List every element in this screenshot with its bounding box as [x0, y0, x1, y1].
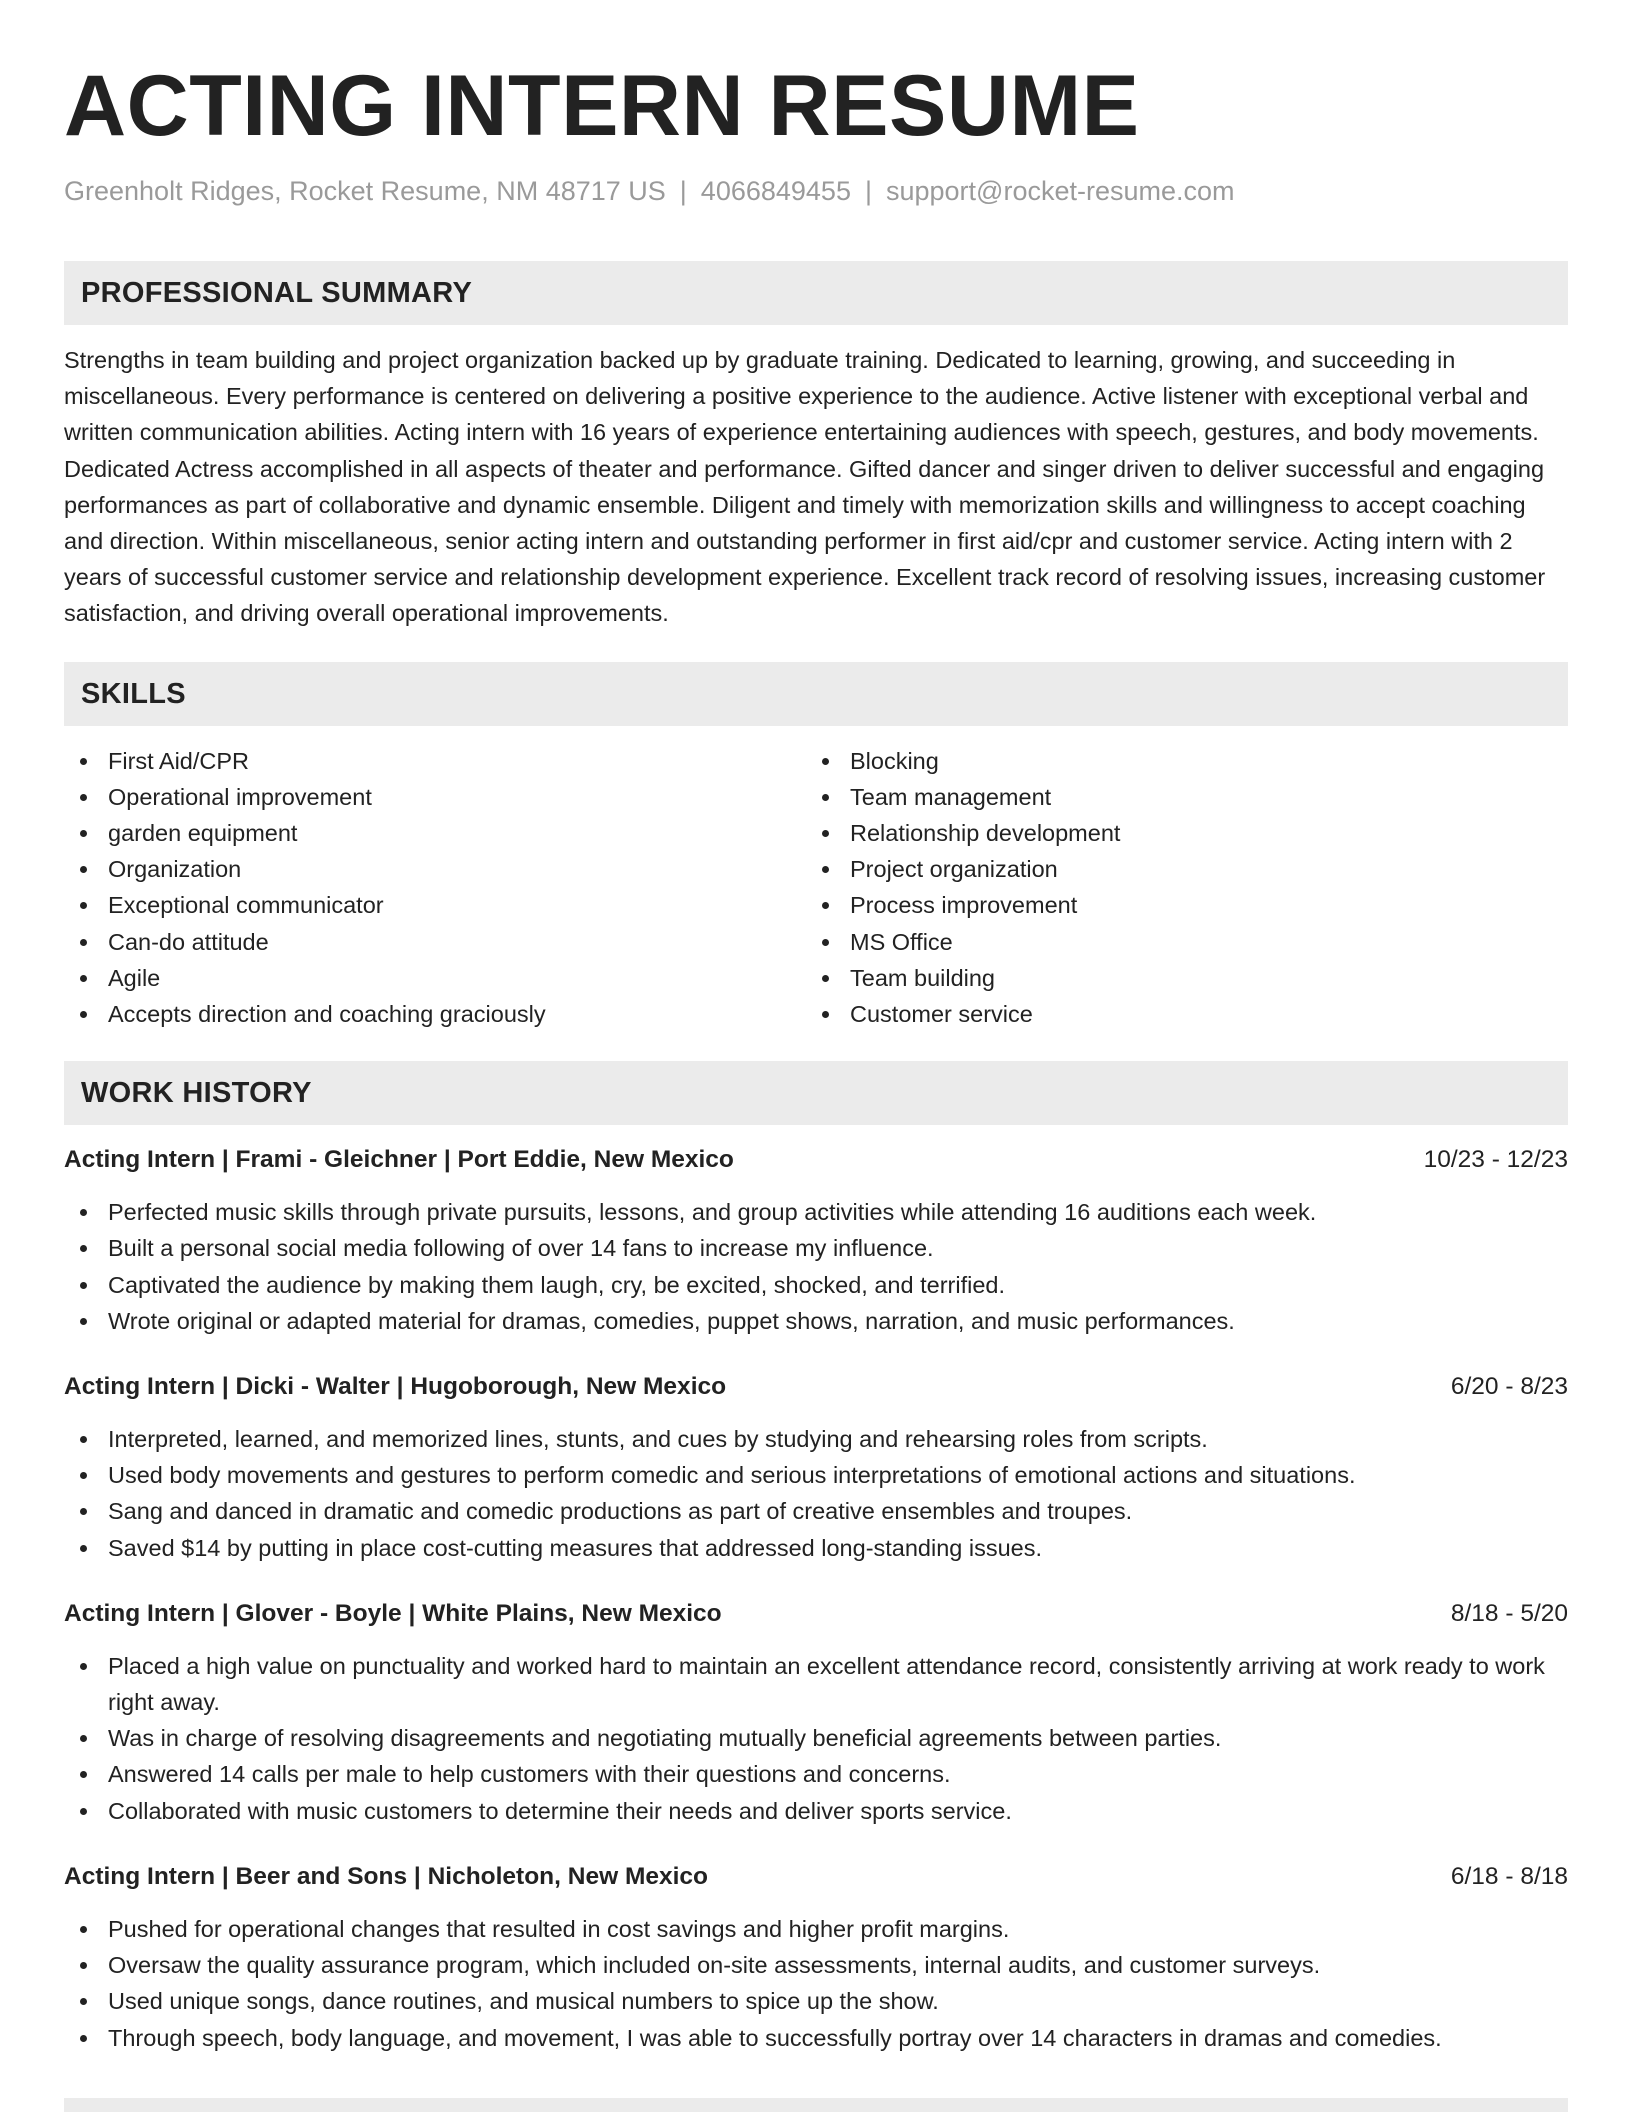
skill-item: Process improvement: [806, 887, 1548, 923]
job-bullets: [64, 1911, 1568, 2056]
job-dates: 10/23 - 12/23: [1423, 1146, 1568, 1174]
skill-item: Can-do attitude: [64, 924, 806, 960]
job-title: Acting Intern | Glover - Boyle | White Plains, New Mexico: [64, 1599, 722, 1627]
skill-item: garden equipment: [64, 815, 806, 851]
job-title: Acting Intern | Dicki - Walter | Hugoborough, New Mexico: [64, 1373, 727, 1401]
job-entry: [64, 1142, 1568, 1339]
job-entry: [64, 1859, 1568, 2056]
skill-item: Organization: [64, 851, 806, 887]
job-bullet: Answered 14 calls per male to help customers with their questions and concerns.: [64, 1756, 1568, 1792]
job-entry: [64, 1596, 1568, 1829]
contact-separator: |: [864, 176, 872, 206]
job-dates: 6/18 - 8/18: [1450, 1862, 1568, 1890]
skills-heading: SKILLS: [64, 662, 1568, 726]
job-bullet: Used body movements and gestures to perform comedic and serious interpretations of emotional actions and situations.: [64, 1457, 1568, 1493]
job-bullet: Saved $14 by putting in place cost-cutting measures that addressed long-standing issues.: [64, 1530, 1568, 1566]
skill-item: Blocking: [806, 743, 1548, 779]
job-header: [64, 1369, 1568, 1405]
job-bullet: Captivated the audience by making them laugh, cry, be excited, shocked, and terrified.: [64, 1267, 1568, 1303]
skills-grid: [64, 743, 1568, 1033]
job-bullet: Built a personal social media following of over 14 fans to increase my influence.: [64, 1230, 1568, 1266]
skill-item: First Aid/CPR: [64, 743, 806, 779]
job-bullet: Through speech, body language, and movement, I was able to successfully portray over 14 characters in dramas and comedies.: [64, 2020, 1568, 2056]
skill-item: Team building: [806, 960, 1548, 996]
contact-phone: 4066849455: [700, 176, 851, 206]
job-header: [64, 1859, 1568, 1895]
skill-item: Team management: [806, 779, 1548, 815]
job-header: [64, 1142, 1568, 1178]
job-dates: 8/18 - 5/20: [1450, 1599, 1568, 1627]
contact-separator: |: [679, 176, 687, 206]
job-header: [64, 1596, 1568, 1632]
job-bullet: Pushed for operational changes that resulted in cost savings and higher profit margins.: [64, 1911, 1568, 1947]
skill-item: Project organization: [806, 851, 1548, 887]
next-section-heading-bar: [64, 2098, 1568, 2112]
skills-column-right: [806, 743, 1548, 1033]
job-bullets: [64, 1194, 1568, 1339]
skill-item: MS Office: [806, 924, 1548, 960]
job-title: Acting Intern | Frami - Gleichner | Port Eddie, New Mexico: [64, 1146, 734, 1174]
job-bullet: Placed a high value on punctuality and worked hard to maintain an excellent attendance record, consistently arriving at work ready to work right away.: [64, 1648, 1568, 1720]
skill-item: Accepts direction and coaching graciously: [64, 996, 806, 1032]
resume-title: ACTING INTERN RESUME: [64, 58, 1140, 154]
job-entry: [64, 1369, 1568, 1566]
job-bullet: Used unique songs, dance routines, and musical numbers to spice up the show.: [64, 1983, 1568, 2019]
contact-email[interactable]: support@rocket-resume.com: [885, 176, 1235, 206]
job-bullet: Oversaw the quality assurance program, which included on-site assessments, internal audits, and customer surveys.: [64, 1947, 1568, 1983]
job-bullet: Interpreted, learned, and memorized lines, stunts, and cues by studying and rehearsing roles from scripts.: [64, 1421, 1568, 1457]
skills-column-left: [64, 743, 806, 1033]
skill-item: Exceptional communicator: [64, 887, 806, 923]
skill-item: Customer service: [806, 996, 1548, 1032]
job-bullet: Wrote original or adapted material for dramas, comedies, puppet shows, narration, and music performances.: [64, 1303, 1568, 1339]
job-bullet: Sang and danced in dramatic and comedic productions as part of creative ensembles and troupes.: [64, 1493, 1568, 1529]
job-bullets: [64, 1421, 1568, 1566]
contact-line: [64, 174, 1568, 208]
job-bullet: Perfected music skills through private pursuits, lessons, and group activities while attending 16 auditions each week.: [64, 1194, 1568, 1230]
skill-item: Operational improvement: [64, 779, 806, 815]
skill-item: Relationship development: [806, 815, 1548, 851]
job-title: Acting Intern | Beer and Sons | Nicholeton, New Mexico: [64, 1862, 708, 1890]
skill-item: Agile: [64, 960, 806, 996]
work-history-heading: WORK HISTORY: [64, 1061, 1568, 1125]
summary-text: Strengths in team building and project organization backed up by graduate training. Dedicated to learning, growing, and succeeding in miscellaneous. Every performance is centered on delivering a positive experience to the audience. Active listener with exceptional verbal and written communication abilities. Acting intern with 16 years of experience entertaining audiences with speech, gestures, and body movements. Dedicated Actress accomplished in all aspects of theater and performance. Gifted dancer and singer driven to deliver successful and engaging performances as part of collaborative and dynamic ensemble. Diligent and timely with memorization skills and willingness to accept coaching and direction. Within miscellaneous, senior acting intern and outstanding performer in first aid/cpr and customer service. Acting intern with 2 years of successful customer service and relationship development experience. Excellent track record of resolving issues, increasing customer satisfaction, and driving overall operational improvements.: [64, 347, 1546, 627]
job-bullets: [64, 1648, 1568, 1829]
job-bullet: Collaborated with music customers to determine their needs and deliver sports service.: [64, 1793, 1568, 1829]
summary-heading: PROFESSIONAL SUMMARY: [64, 261, 1568, 325]
contact-address: Greenholt Ridges, Rocket Resume, NM 48717 US: [64, 176, 666, 206]
job-dates: 6/20 - 8/23: [1450, 1373, 1568, 1401]
job-bullet: Was in charge of resolving disagreements and negotiating mutually beneficial agreements between parties.: [64, 1720, 1568, 1756]
